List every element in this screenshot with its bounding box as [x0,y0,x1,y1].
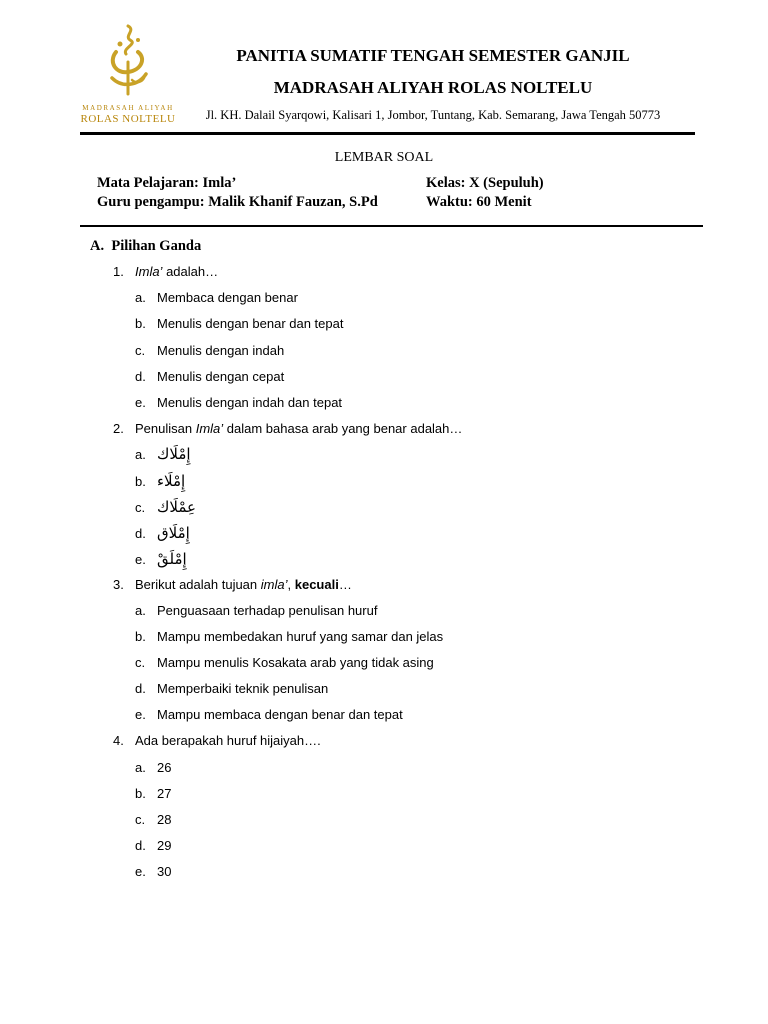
option-2e: e. إِمْلَقْ [135,550,187,568]
question-number: 1. [113,264,124,279]
time-label: Waktu: 60 Menit [426,194,532,210]
question-2: 2. Penulisan Imla’ dalam bahasa arab yang benar adalah… [113,421,463,436]
option-3c: c. Mampu menulis Kosakata arab yang tidak asing [135,655,434,670]
school-logo [80,22,176,128]
option-3d: d. Memperbaiki teknik penulisan [135,681,329,696]
calligraphy-emblem-icon [102,22,154,98]
option-1d: d. Menulis dengan cepat [135,369,285,384]
option-1c: c. Menulis dengan indah [135,343,285,358]
question-text: Ada berapakah huruf hijaiyah…. [135,733,321,748]
question-number: 4. [113,733,124,748]
logo-line-1: MADRASAH ALIYAH [82,104,174,112]
option-4e: e. 30 [135,864,172,879]
question-text: adalah… [162,264,219,279]
subject-label: Mata Pelajaran: Imla’ [97,175,237,191]
question-3: 3. Berikut adalah tujuan imla’, kecuali… [113,577,352,592]
option-1a: a. Membaca dengan benar [135,290,298,305]
question-1 [113,264,218,279]
sheet-title: LEMBAR SOAL [334,150,434,165]
option-1b: b. Menulis dengan benar dan tepat [135,316,344,331]
option-3b: b. Mampu membedakan huruf yang samar dan jelas [135,629,444,644]
option-3e: e. Mampu membaca dengan benar dan tepat [135,707,403,722]
section-letter: A. [90,238,105,254]
class-label: Kelas: X (Sepuluh) [426,175,544,191]
option-2b: b. إِمْلَاء [135,472,186,490]
question-text-italic: Imla’ [135,264,163,279]
info-divider [80,225,703,227]
section-title: Pilihan Ganda [111,238,202,254]
header-divider [80,132,695,135]
option-4d: d. 29 [135,838,172,853]
option-2d: d. إِمْلَاق [135,524,190,542]
header-title-2: MADRASAH ALIYAH ROLAS NOLTELU [273,78,593,97]
option-4b: b. 27 [135,786,172,801]
question-4 [113,733,321,748]
question-number: 2. [113,421,124,436]
option-4c: c. 28 [135,812,172,827]
section-heading [90,238,201,255]
option-2a: a. إِمْلَاك [135,445,191,463]
header-address: Jl. KH. Dalail Syarqowi, Kalisari 1, Jombor, Tuntang, Kab. Semarang, Jawa Tengah 50773 [205,108,661,122]
teacher-label: Guru pengampu: Malik Khanif Fauzan, S.Pd [97,194,378,210]
option-1e: e. Menulis dengan indah dan tepat [135,395,343,410]
question-number: 3. [113,577,124,592]
option-3a: a. Penguasaan terhadap penulisan huruf [135,603,378,618]
option-4a: a. 26 [135,760,172,775]
header-title-1: PANITIA SUMATIF TENGAH SEMESTER GANJIL [236,46,630,65]
logo-line-2: ROLAS NOLTELU [80,113,176,125]
option-2c: c. عِمْلَاك [135,498,196,516]
